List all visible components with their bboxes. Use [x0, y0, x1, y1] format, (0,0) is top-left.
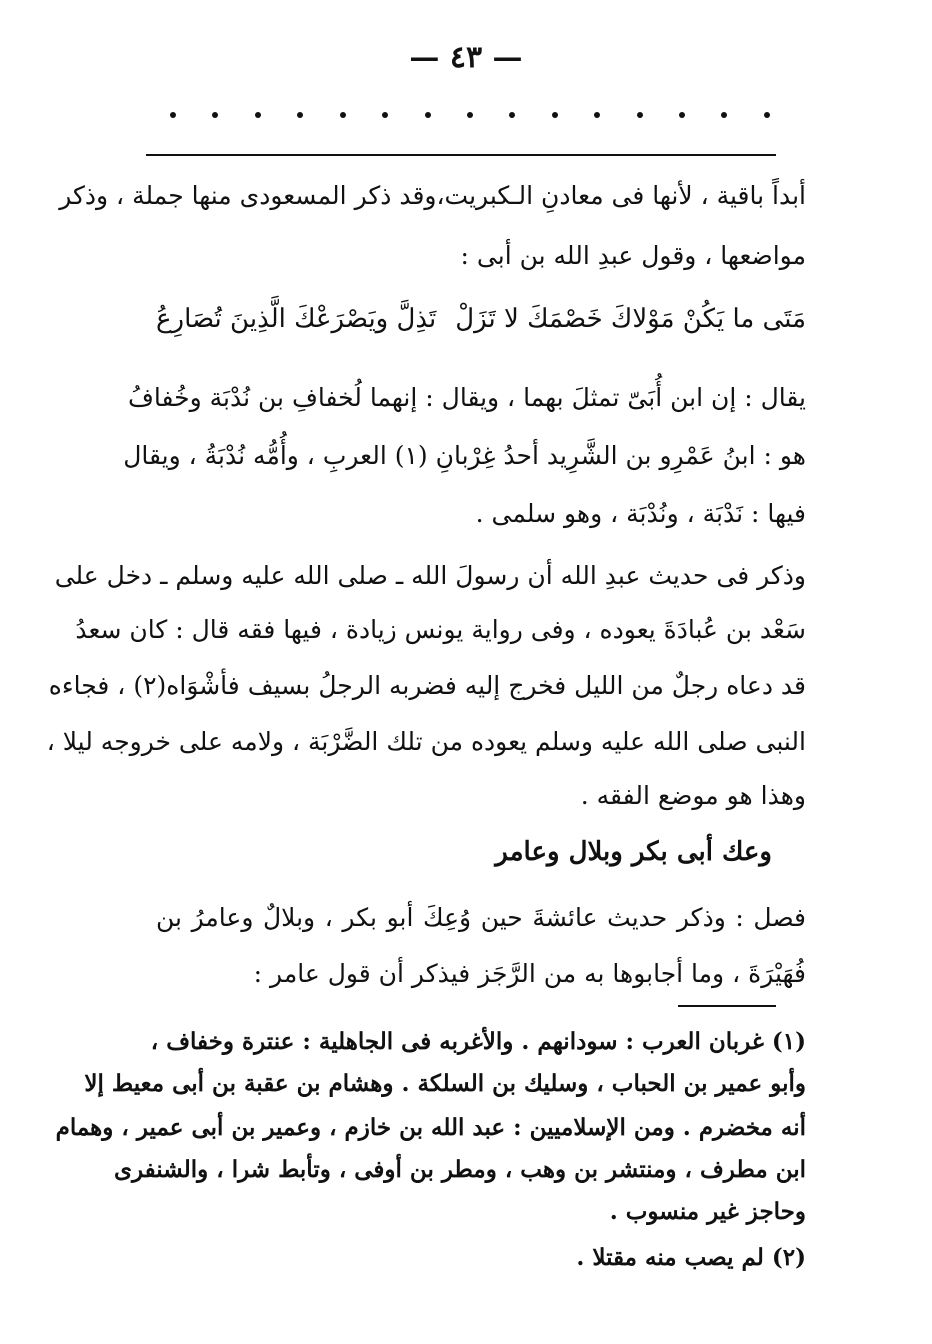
footnote-line: (٢) لم يصب منه مقتلا .: [576, 1244, 806, 1271]
dot-ornament: [552, 112, 558, 118]
verse-second-hemistich: تَذِلَّ ويَصْرَعْكَ الَّذِينَ تُصَارِعُ: [156, 304, 437, 334]
body-line: هو : ابنُ عَمْرِو بن الشَّرِيد أحدُ غِرْبانِ (١) العربِ ، وأُمُّه نُدْبَةُ ، ويقال: [123, 441, 806, 470]
dot-ornament: [255, 112, 261, 118]
footnote-rule: [678, 1005, 776, 1007]
body-line: النبى صلى الله عليه وسلم يعوده من تلك الضَّرْبَة ، ولامه على خروجه ليلا ،: [46, 727, 806, 756]
dot-ornament: [637, 112, 643, 118]
body-line: فصل : وذكر حديث عائشةَ حين وُعِكَ أبو بكر ، وبلالٌ وعامرُ بن: [156, 903, 806, 932]
body-line: وهذا هو موضع الفقه .: [580, 781, 806, 810]
dot-ornament: [340, 112, 346, 118]
dot-ornament: [721, 112, 727, 118]
body-line: فيها : نَدْبَة ، ونُدْبَة ، وهو سلمى .: [475, 499, 806, 528]
body-line: أبداً باقية ، لأنها فى معادنِ الـكبريت،وقد ذكر المسعودى منها جملة ، وذكر: [59, 181, 806, 210]
dot-ornament: [382, 112, 388, 118]
dot-ornament: [425, 112, 431, 118]
footnote-line: ابن مطرف ، ومنتشر بن وهب ، ومطر بن أوفى ، وتأبط شرا ، والشنفرى: [113, 1156, 806, 1183]
dot-ornament: [594, 112, 600, 118]
poetry-verse: [156, 294, 806, 344]
dot-ornament: [679, 112, 685, 118]
body-line: وذكر فى حديث عبدِ الله أن رسولَ الله ـ صلى الله عليه وسلم ـ دخل على: [54, 561, 806, 590]
dot-ornament: [297, 112, 303, 118]
dot-ornament: [467, 112, 473, 118]
dot-ornament: [170, 112, 176, 118]
body-line: مواضعها ، وقول عبدِ الله بن أبى :: [460, 241, 806, 270]
body-line: سَعْد بن عُبادَةَ يعوده ، وفى رواية يونس زيادة ، فيها فقه قال : كان سعدُ: [75, 615, 806, 644]
section-heading: وعك أبى بكر وبلال وعامر: [495, 837, 772, 867]
footnote-line: وحاجز غير منسوب .: [609, 1198, 806, 1225]
verse-first-hemistich: مَتَى ما يَكُنْ مَوْلاكَ خَصْمَكَ لا تَزَلْ: [455, 304, 806, 334]
ornamental-dots: [170, 112, 770, 118]
header-rule: [146, 154, 776, 156]
page-number: — ٤٣ —: [409, 40, 523, 75]
dot-ornament: [509, 112, 515, 118]
body-line: قد دعاه رجلٌ من الليل فخرج إليه فضربه الرجلُ بسيف فأشْوَاه(٢) ، فجاءه: [48, 671, 806, 700]
footnote-line: أنه مخضرم . ومن الإسلاميين : عبد الله بن خازم ، وعمير بن أبى عمير ، وهمام: [55, 1114, 806, 1141]
footnote-line: (١) غربان العرب : سودانهم . والأغربه فى الجاهلية : عنترة وخفاف ،: [150, 1028, 806, 1055]
dot-ornament: [212, 112, 218, 118]
body-line: فُهَيْرَةَ ، وما أجابوها به من الرَّجَز فيذكر أن قول عامر :: [253, 959, 806, 988]
dot-ornament: [764, 112, 770, 118]
body-line: يقال : إن ابن أُبَىّ تمثلَ بهما ، ويقال : إنهما لُخفافِ بن نُدْبَة وخُفافُ: [127, 383, 806, 412]
footnote-line: وأبو عمير بن الحباب ، وسليك بن السلكة . وهشام بن عقبة بن أبى معيط إلا: [84, 1070, 806, 1097]
